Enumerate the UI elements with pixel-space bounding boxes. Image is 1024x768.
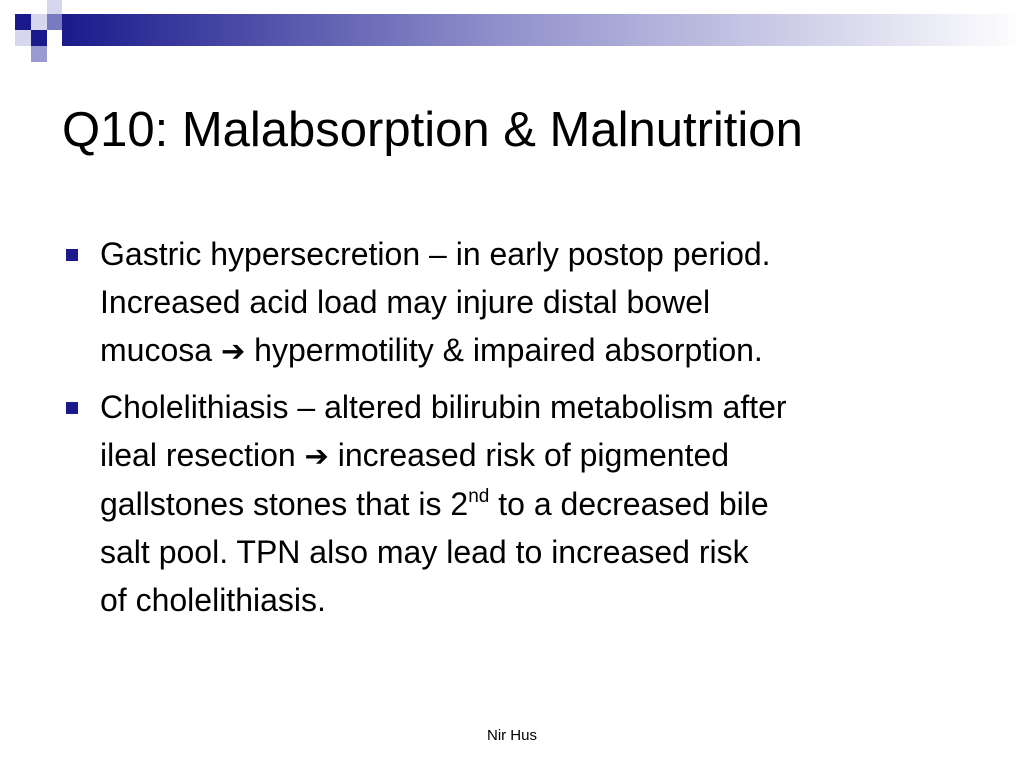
bullet-list: [62, 230, 972, 632]
header-square: [31, 30, 47, 46]
right-arrow-icon: ➔: [220, 334, 246, 368]
slide-footer: Nir Hus: [486, 727, 537, 744]
right-arrow-icon: ➔: [304, 439, 329, 473]
slide-title: Q10: Malabsorption & Malnutrition: [62, 103, 803, 157]
header-square: [47, 14, 62, 30]
bullet-text-line: Cholelithiasis – altered bilirubin metabolism after: [100, 389, 787, 425]
bullet-text-segment: increased risk of pigmented: [328, 437, 730, 473]
bullet-text-segment: gallstones stones that is 2: [100, 486, 469, 522]
header-square: [31, 46, 47, 62]
bullet-text-segment: to a decreased bile: [489, 486, 769, 522]
header-square: [15, 30, 31, 46]
header-gradient-band: [62, 14, 1024, 46]
bullet-item-cholelithiasis: [62, 383, 972, 624]
superscript-ordinal: nd: [468, 486, 490, 507]
bullet-text-segment: mucosa: [100, 332, 221, 368]
bullet-text-segment: ileal resection: [100, 437, 305, 473]
square-bullet-icon: [66, 249, 78, 261]
bullet-item-gastric-hypersecretion: [62, 230, 972, 375]
bullet-text-line: Increased acid load may injure distal bowel: [100, 284, 711, 320]
square-bullet-icon: [66, 402, 78, 414]
header-square: [15, 14, 31, 30]
bullet-text-line: salt pool. TPN also may lead to increased risk: [100, 534, 749, 570]
header-square: [31, 14, 47, 30]
bullet-text-line: Gastric hypersecretion – in early postop period.: [100, 236, 771, 272]
bullet-text-segment: hypermotility & impaired absorption.: [245, 332, 763, 368]
header-square: [47, 0, 62, 14]
bullet-text-line: of cholelithiasis.: [100, 582, 326, 618]
decorative-header-bar: [0, 0, 1024, 62]
